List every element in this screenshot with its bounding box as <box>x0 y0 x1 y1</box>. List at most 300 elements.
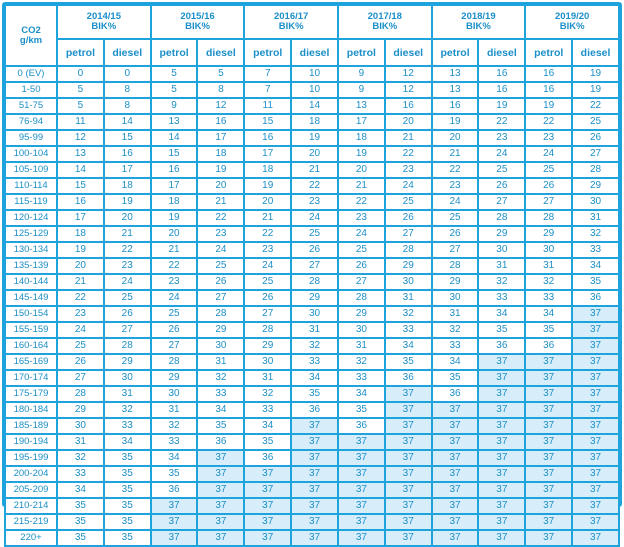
petrol-rate-cell: 33 <box>338 370 385 386</box>
diesel-rate-cell: 37 <box>478 482 525 498</box>
table-row <box>5 386 619 402</box>
petrol-rate-cell: 28 <box>432 258 479 274</box>
petrol-rate-cell: 37 <box>338 498 385 514</box>
co2-band-cell: 160-164 <box>5 338 57 354</box>
diesel-rate-cell: 25 <box>197 258 244 274</box>
petrol-rate-cell: 9 <box>151 98 198 114</box>
table-row <box>5 530 619 546</box>
petrol-rate-cell: 37 <box>432 450 479 466</box>
petrol-rate-cell: 25 <box>432 210 479 226</box>
table-row <box>5 98 619 114</box>
tax-year-label: 2017/18 <box>367 11 402 22</box>
petrol-rate-cell: 31 <box>338 338 385 354</box>
petrol-rate-cell: 36 <box>244 450 291 466</box>
petrol-rate-cell: 0 <box>57 66 104 82</box>
diesel-rate-cell: 25 <box>478 162 525 178</box>
co2-band-cell: 100-104 <box>5 146 57 162</box>
diesel-rate-cell: 35 <box>104 450 151 466</box>
petrol-rate-cell: 37 <box>338 434 385 450</box>
petrol-rate-cell: 33 <box>244 402 291 418</box>
co2-band-cell: 170-174 <box>5 370 57 386</box>
year-header <box>244 5 338 39</box>
diesel-rate-cell: 20 <box>197 178 244 194</box>
petrol-rate-cell: 37 <box>432 514 479 530</box>
tax-year-label: 2014/15 <box>86 11 121 22</box>
co2-band-cell: 175-179 <box>5 386 57 402</box>
table-row <box>5 274 619 290</box>
diesel-rate-cell: 37 <box>197 466 244 482</box>
diesel-rate-cell: 37 <box>291 418 338 434</box>
diesel-rate-cell: 22 <box>291 178 338 194</box>
diesel-rate-cell: 19 <box>291 130 338 146</box>
co2-band-cell: 125-129 <box>5 226 57 242</box>
petrol-rate-cell: 26 <box>57 354 104 370</box>
table-row <box>5 226 619 242</box>
petrol-rate-cell: 16 <box>151 162 198 178</box>
petrol-rate-cell: 37 <box>151 514 198 530</box>
diesel-rate-cell: 36 <box>572 290 619 306</box>
petrol-rate-cell: 18 <box>57 226 104 242</box>
petrol-rate-cell: 37 <box>244 498 291 514</box>
petrol-rate-cell: 20 <box>432 130 479 146</box>
co2-label: CO2 <box>21 24 41 36</box>
co2-column-header <box>5 5 57 66</box>
diesel-rate-cell: 20 <box>104 210 151 226</box>
co2-band-cell: 145-149 <box>5 290 57 306</box>
diesel-rate-cell: 20 <box>385 114 432 130</box>
diesel-rate-cell: 19 <box>572 66 619 82</box>
diesel-rate-cell: 37 <box>197 482 244 498</box>
diesel-rate-cell: 35 <box>104 466 151 482</box>
diesel-rate-cell: 29 <box>385 258 432 274</box>
petrol-rate-cell: 25 <box>57 338 104 354</box>
tax-year-label: 2018/19 <box>461 11 496 22</box>
table-row <box>5 450 619 466</box>
petrol-rate-cell: 20 <box>338 162 385 178</box>
diesel-rate-cell: 37 <box>572 354 619 370</box>
diesel-rate-cell: 17 <box>197 130 244 146</box>
co2-band-cell: 76-94 <box>5 114 57 130</box>
petrol-rate-cell: 31 <box>151 402 198 418</box>
petrol-rate-cell: 23 <box>338 210 385 226</box>
petrol-rate-cell: 32 <box>151 418 198 434</box>
diesel-rate-cell: 26 <box>572 130 619 146</box>
diesel-column-header: diesel <box>104 39 151 66</box>
petrol-rate-cell: 11 <box>244 98 291 114</box>
petrol-rate-cell: 29 <box>151 370 198 386</box>
diesel-column-header: diesel <box>478 39 525 66</box>
table-row <box>5 242 619 258</box>
diesel-rate-cell: 37 <box>478 466 525 482</box>
diesel-rate-cell: 12 <box>385 66 432 82</box>
year-header-row <box>5 5 619 39</box>
petrol-rate-cell: 37 <box>432 402 479 418</box>
co2-band-cell: 135-139 <box>5 258 57 274</box>
petrol-rate-cell: 5 <box>151 66 198 82</box>
diesel-rate-cell: 32 <box>572 226 619 242</box>
diesel-rate-cell: 0 <box>104 66 151 82</box>
diesel-rate-cell: 37 <box>572 530 619 546</box>
tax-year-label: 2016/17 <box>273 11 309 22</box>
diesel-rate-cell: 24 <box>478 146 525 162</box>
diesel-rate-cell: 19 <box>197 162 244 178</box>
petrol-rate-cell: 31 <box>525 258 572 274</box>
petrol-rate-cell: 18 <box>151 194 198 210</box>
petrol-rate-cell: 37 <box>432 498 479 514</box>
co2-band-cell: 155-159 <box>5 322 57 338</box>
diesel-rate-cell: 16 <box>385 98 432 114</box>
petrol-rate-cell: 34 <box>244 418 291 434</box>
petrol-rate-cell: 12 <box>57 130 104 146</box>
diesel-rate-cell: 27 <box>478 194 525 210</box>
petrol-rate-cell: 19 <box>432 114 479 130</box>
diesel-rate-cell: 22 <box>478 114 525 130</box>
table-row <box>5 66 619 82</box>
diesel-rate-cell: 37 <box>385 402 432 418</box>
table-row <box>5 482 619 498</box>
petrol-rate-cell: 21 <box>151 242 198 258</box>
diesel-rate-cell: 37 <box>572 482 619 498</box>
diesel-rate-cell: 21 <box>385 130 432 146</box>
diesel-rate-cell: 8 <box>197 82 244 98</box>
diesel-rate-cell: 31 <box>197 354 244 370</box>
petrol-rate-cell: 18 <box>244 162 291 178</box>
petrol-rate-cell: 20 <box>151 226 198 242</box>
diesel-rate-cell: 37 <box>291 482 338 498</box>
petrol-rate-cell: 16 <box>525 66 572 82</box>
petrol-rate-cell: 35 <box>244 434 291 450</box>
table-row <box>5 354 619 370</box>
petrol-rate-cell: 23 <box>525 130 572 146</box>
bik-unit-label: BIK% <box>372 21 398 32</box>
petrol-rate-cell: 26 <box>151 322 198 338</box>
diesel-rate-cell: 37 <box>478 498 525 514</box>
co2-band-cell: 95-99 <box>5 130 57 146</box>
diesel-rate-cell: 8 <box>104 82 151 98</box>
diesel-rate-cell: 35 <box>104 530 151 546</box>
petrol-rate-cell: 20 <box>57 258 104 274</box>
diesel-rate-cell: 18 <box>291 114 338 130</box>
diesel-rate-cell: 34 <box>572 258 619 274</box>
co2-band-cell: 210-214 <box>5 498 57 514</box>
petrol-rate-cell: 19 <box>525 98 572 114</box>
petrol-rate-cell: 22 <box>244 226 291 242</box>
petrol-rate-cell: 29 <box>432 274 479 290</box>
diesel-rate-cell: 37 <box>385 418 432 434</box>
diesel-rate-cell: 32 <box>291 338 338 354</box>
petrol-rate-cell: 28 <box>57 386 104 402</box>
table-row <box>5 370 619 386</box>
petrol-rate-cell: 37 <box>151 530 198 546</box>
petrol-rate-cell: 33 <box>151 434 198 450</box>
diesel-rate-cell: 37 <box>478 514 525 530</box>
diesel-rate-cell: 37 <box>478 530 525 546</box>
diesel-rate-cell: 23 <box>478 130 525 146</box>
diesel-rate-cell: 34 <box>478 306 525 322</box>
petrol-rate-cell: 24 <box>57 322 104 338</box>
petrol-column-header: petrol <box>244 39 291 66</box>
petrol-rate-cell: 37 <box>338 482 385 498</box>
diesel-rate-cell: 32 <box>197 370 244 386</box>
diesel-rate-cell: 22 <box>572 98 619 114</box>
petrol-rate-cell: 22 <box>525 114 572 130</box>
bik-unit-label: BIK% <box>466 21 491 32</box>
table-row <box>5 210 619 226</box>
diesel-rate-cell: 26 <box>385 210 432 226</box>
diesel-column-header: diesel <box>291 39 338 66</box>
petrol-rate-cell: 23 <box>244 242 291 258</box>
table-row <box>5 194 619 210</box>
diesel-rate-cell: 28 <box>572 162 619 178</box>
petrol-rate-cell: 26 <box>525 178 572 194</box>
petrol-rate-cell: 27 <box>432 242 479 258</box>
petrol-rate-cell: 22 <box>432 162 479 178</box>
diesel-rate-cell: 37 <box>385 466 432 482</box>
petrol-rate-cell: 19 <box>57 242 104 258</box>
petrol-rate-cell: 29 <box>525 226 572 242</box>
diesel-rate-cell: 35 <box>104 482 151 498</box>
petrol-rate-cell: 13 <box>338 98 385 114</box>
diesel-rate-cell: 27 <box>197 290 244 306</box>
year-header <box>151 5 245 39</box>
co2-band-cell: 220+ <box>5 530 57 546</box>
diesel-rate-cell: 31 <box>291 322 338 338</box>
diesel-rate-cell: 25 <box>385 194 432 210</box>
diesel-rate-cell: 36 <box>291 402 338 418</box>
petrol-rate-cell: 36 <box>338 418 385 434</box>
bik-table-frame <box>2 2 622 543</box>
diesel-rate-cell: 28 <box>197 306 244 322</box>
diesel-rate-cell: 33 <box>104 418 151 434</box>
petrol-rate-cell: 7 <box>244 82 291 98</box>
petrol-rate-cell: 35 <box>338 402 385 418</box>
diesel-rate-cell: 37 <box>291 514 338 530</box>
petrol-rate-cell: 37 <box>525 434 572 450</box>
petrol-rate-cell: 26 <box>338 258 385 274</box>
diesel-column-header: diesel <box>197 39 244 66</box>
diesel-rate-cell: 16 <box>478 82 525 98</box>
petrol-rate-cell: 18 <box>338 130 385 146</box>
petrol-rate-cell: 37 <box>525 450 572 466</box>
petrol-rate-cell: 35 <box>432 370 479 386</box>
diesel-rate-cell: 30 <box>572 194 619 210</box>
petrol-rate-cell: 30 <box>525 242 572 258</box>
diesel-rate-cell: 37 <box>478 450 525 466</box>
petrol-rate-cell: 32 <box>57 450 104 466</box>
petrol-rate-cell: 37 <box>432 434 479 450</box>
petrol-rate-cell: 37 <box>432 466 479 482</box>
petrol-rate-cell: 32 <box>338 354 385 370</box>
petrol-rate-cell: 23 <box>151 274 198 290</box>
co2-band-cell: 51-75 <box>5 98 57 114</box>
diesel-rate-cell: 16 <box>104 146 151 162</box>
petrol-rate-cell: 17 <box>57 210 104 226</box>
diesel-rate-cell: 28 <box>385 242 432 258</box>
diesel-rate-cell: 8 <box>104 98 151 114</box>
petrol-rate-cell: 27 <box>338 274 385 290</box>
petrol-rate-cell: 28 <box>525 210 572 226</box>
petrol-rate-cell: 34 <box>151 450 198 466</box>
diesel-rate-cell: 18 <box>104 178 151 194</box>
diesel-rate-cell: 37 <box>478 402 525 418</box>
petrol-rate-cell: 5 <box>57 82 104 98</box>
diesel-rate-cell: 29 <box>104 354 151 370</box>
diesel-rate-cell: 36 <box>478 338 525 354</box>
diesel-rate-cell: 37 <box>197 514 244 530</box>
petrol-rate-cell: 14 <box>151 130 198 146</box>
co2-band-cell: 130-134 <box>5 242 57 258</box>
co2-band-cell: 1-50 <box>5 82 57 98</box>
diesel-rate-cell: 32 <box>478 274 525 290</box>
petrol-rate-cell: 19 <box>338 146 385 162</box>
diesel-rate-cell: 36 <box>197 434 244 450</box>
diesel-rate-cell: 37 <box>572 370 619 386</box>
diesel-rate-cell: 37 <box>385 434 432 450</box>
diesel-rate-cell: 37 <box>385 498 432 514</box>
petrol-rate-cell: 36 <box>432 386 479 402</box>
diesel-rate-cell: 37 <box>385 450 432 466</box>
petrol-rate-cell: 37 <box>244 530 291 546</box>
petrol-rate-cell: 37 <box>525 386 572 402</box>
petrol-rate-cell: 31 <box>432 306 479 322</box>
diesel-rate-cell: 37 <box>385 514 432 530</box>
co2-band-cell: 185-189 <box>5 418 57 434</box>
co2-band-cell: 115-119 <box>5 194 57 210</box>
diesel-rate-cell: 14 <box>291 98 338 114</box>
petrol-rate-cell: 37 <box>244 482 291 498</box>
petrol-rate-cell: 37 <box>525 370 572 386</box>
petrol-rate-cell: 24 <box>338 226 385 242</box>
petrol-rate-cell: 36 <box>525 338 572 354</box>
petrol-rate-cell: 37 <box>525 498 572 514</box>
diesel-column-header: diesel <box>385 39 432 66</box>
table-row <box>5 178 619 194</box>
table-row <box>5 338 619 354</box>
diesel-rate-cell: 24 <box>385 178 432 194</box>
petrol-rate-cell: 21 <box>244 210 291 226</box>
diesel-rate-cell: 16 <box>197 114 244 130</box>
table-row <box>5 130 619 146</box>
diesel-rate-cell: 34 <box>291 370 338 386</box>
petrol-rate-cell: 37 <box>525 354 572 370</box>
diesel-rate-cell: 26 <box>104 306 151 322</box>
diesel-rate-cell: 19 <box>572 82 619 98</box>
diesel-rate-cell: 26 <box>197 274 244 290</box>
diesel-rate-cell: 16 <box>478 66 525 82</box>
diesel-rate-cell: 23 <box>291 194 338 210</box>
diesel-rate-cell: 37 <box>197 530 244 546</box>
diesel-rate-cell: 37 <box>572 402 619 418</box>
diesel-rate-cell: 22 <box>197 210 244 226</box>
diesel-rate-cell: 31 <box>478 258 525 274</box>
petrol-rate-cell: 19 <box>151 210 198 226</box>
bik-rates-table <box>4 4 620 547</box>
petrol-rate-cell: 13 <box>151 114 198 130</box>
petrol-rate-cell: 37 <box>338 514 385 530</box>
bik-unit-label: BIK% <box>278 21 304 32</box>
petrol-rate-cell: 34 <box>432 354 479 370</box>
diesel-rate-cell: 29 <box>572 178 619 194</box>
petrol-rate-cell: 35 <box>151 466 198 482</box>
petrol-rate-cell: 28 <box>338 290 385 306</box>
diesel-rate-cell: 37 <box>385 386 432 402</box>
petrol-rate-cell: 21 <box>57 274 104 290</box>
diesel-rate-cell: 37 <box>572 338 619 354</box>
table-row <box>5 418 619 434</box>
diesel-column-header: diesel <box>572 39 619 66</box>
co2-band-cell: 110-114 <box>5 178 57 194</box>
diesel-rate-cell: 27 <box>291 258 338 274</box>
petrol-rate-cell: 25 <box>525 162 572 178</box>
petrol-rate-cell: 30 <box>432 290 479 306</box>
tax-year-label: 2019/20 <box>554 11 590 22</box>
co2-band-cell: 200-204 <box>5 466 57 482</box>
bik-unit-label: BIK% <box>559 21 585 32</box>
diesel-rate-cell: 25 <box>104 290 151 306</box>
petrol-rate-cell: 26 <box>432 226 479 242</box>
petrol-rate-cell: 31 <box>244 370 291 386</box>
petrol-rate-cell: 13 <box>432 66 479 82</box>
diesel-rate-cell: 22 <box>104 242 151 258</box>
diesel-rate-cell: 37 <box>478 418 525 434</box>
petrol-rate-cell: 17 <box>244 146 291 162</box>
diesel-rate-cell: 37 <box>385 530 432 546</box>
petrol-rate-cell: 37 <box>525 466 572 482</box>
petrol-rate-cell: 23 <box>57 306 104 322</box>
petrol-rate-cell: 37 <box>338 450 385 466</box>
diesel-rate-cell: 21 <box>197 194 244 210</box>
petrol-rate-cell: 16 <box>57 194 104 210</box>
petrol-rate-cell: 36 <box>151 482 198 498</box>
diesel-rate-cell: 23 <box>385 162 432 178</box>
diesel-rate-cell: 35 <box>385 354 432 370</box>
diesel-rate-cell: 33 <box>572 242 619 258</box>
year-header <box>432 5 526 39</box>
diesel-rate-cell: 23 <box>104 258 151 274</box>
petrol-rate-cell: 28 <box>244 322 291 338</box>
diesel-rate-cell: 24 <box>104 274 151 290</box>
table-row <box>5 322 619 338</box>
diesel-rate-cell: 12 <box>385 82 432 98</box>
table-row <box>5 498 619 514</box>
diesel-rate-cell: 34 <box>385 338 432 354</box>
diesel-rate-cell: 18 <box>197 146 244 162</box>
petrol-rate-cell: 31 <box>57 434 104 450</box>
co2-band-cell: 165-169 <box>5 354 57 370</box>
petrol-rate-cell: 35 <box>525 322 572 338</box>
table-row <box>5 434 619 450</box>
petrol-rate-cell: 27 <box>151 338 198 354</box>
co2-band-cell: 150-154 <box>5 306 57 322</box>
petrol-rate-cell: 28 <box>151 354 198 370</box>
bik-unit-label: BIK% <box>185 21 210 32</box>
petrol-rate-cell: 29 <box>338 306 385 322</box>
petrol-rate-cell: 32 <box>244 386 291 402</box>
diesel-rate-cell: 37 <box>385 482 432 498</box>
petrol-rate-cell: 37 <box>338 530 385 546</box>
diesel-rate-cell: 19 <box>104 194 151 210</box>
diesel-rate-cell: 37 <box>572 514 619 530</box>
petrol-rate-cell: 24 <box>525 146 572 162</box>
petrol-rate-cell: 37 <box>525 530 572 546</box>
diesel-rate-cell: 34 <box>104 434 151 450</box>
year-header <box>525 5 619 39</box>
petrol-rate-cell: 27 <box>57 370 104 386</box>
diesel-rate-cell: 31 <box>104 386 151 402</box>
diesel-rate-cell: 29 <box>478 226 525 242</box>
petrol-rate-cell: 9 <box>338 82 385 98</box>
diesel-rate-cell: 28 <box>104 338 151 354</box>
